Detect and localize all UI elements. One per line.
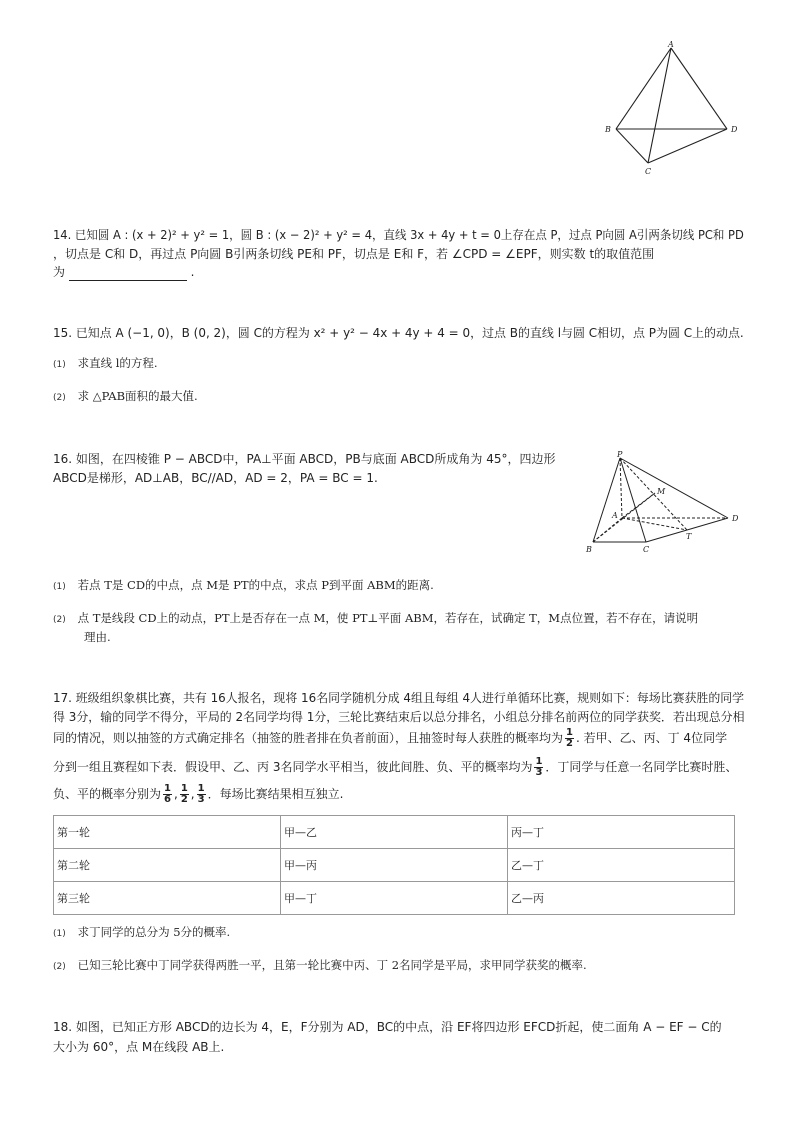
label-A: A xyxy=(612,511,618,520)
label-D: D xyxy=(732,514,739,523)
q15-line1: 15. 已知点 A (−1, 0)，B (0, 2)，圆 C的方程为 x² + y² − 4x + 4y + 4 = 0，过点 B的直线 l与圆 C相切，点 P为圆 C上的动点. xyxy=(53,326,744,340)
fraction-one-third: $\frac{1}{3}$ xyxy=(535,756,543,778)
q15-part2 xyxy=(53,387,198,407)
table-cell: 第一轮 xyxy=(54,816,281,849)
fraction-one-half: $\frac{1}{2}$ xyxy=(566,727,573,749)
part-text: 求丁同学的总分为 5分的概率. xyxy=(77,925,231,939)
fraction-one-sixth: $\frac{1}{6}$ xyxy=(164,783,171,805)
part-number: (2) xyxy=(53,393,66,403)
pyramid-figure xyxy=(580,448,750,560)
q16-line1: 16. 如图，在四棱锥 P − ABCD中，PA⊥平面 ABCD，PB与底面 ABCD所成角为 45°，四边形 xyxy=(53,452,556,466)
label-C: C xyxy=(645,167,652,176)
q16-line2: ABCD是梯形，AD⊥AB，BC//AD，AD = 2，PA = BC = 1. xyxy=(53,471,378,485)
q18-line2: 大小为 60°，点 M在线段 AB上. xyxy=(53,1040,225,1054)
label-B: B xyxy=(586,545,592,554)
part-text: 点 T是线段 CD上的动点，PT上是否存在一点 M，使 PT⊥平面 ABM，若存在，试确定 T，M点位置，若不存在，请说明 xyxy=(77,611,699,625)
q17-line3-a: 同的情况，则以抽签的方式确定排名（抽签的胜者排在负者前面），且抽签时每人获胜的概率均为 xyxy=(53,731,564,745)
schedule-table xyxy=(53,815,735,915)
part-text: 求 △PAB面积的最大值. xyxy=(77,389,198,403)
q16-part2-line2: 理由. xyxy=(84,630,111,644)
part-number: (1) xyxy=(53,582,66,592)
fraction-one-third: $\frac{1}{3}$ xyxy=(197,783,205,805)
q14-prefix: 为 xyxy=(53,265,66,279)
q14-line1: 14. 已知圆 A : (x + 2)² + y² = 1，圆 B : (x − 2)² + y² = 4，直线 3x + 4y + t = 0上存在点 P，过点 P向圆 A引两条切线 PC和 PD xyxy=(53,228,744,242)
label-C: C xyxy=(643,545,650,554)
table-cell: 甲—丙 xyxy=(281,849,508,882)
part-text: 若点 T是 CD的中点，点 M是 PT的中点，求点 P到平面 ABM的距离. xyxy=(77,578,434,592)
q17-line5-a: 负、平的概率分别为 xyxy=(53,787,162,801)
label-B: B xyxy=(605,125,611,134)
q14-suffix: . xyxy=(190,265,195,279)
q16-part2 xyxy=(53,609,698,629)
table-cell: 甲—丁 xyxy=(281,882,508,915)
table-row xyxy=(54,816,735,849)
part-number: (1) xyxy=(53,929,66,939)
part-number: (2) xyxy=(53,615,66,625)
q17-line1: 17. 班级组织象棋比赛，共有 16人报名，现将 16名同学随机分成 4组且每组 4人进行单循环比赛，规则如下：每场比赛获胜的同学 xyxy=(53,691,745,705)
q17-line4 xyxy=(53,757,737,778)
table-cell: 第二轮 xyxy=(54,849,281,882)
part-text: 求直线 l的方程. xyxy=(77,356,158,370)
q16-part1 xyxy=(53,576,434,596)
q17-line3 xyxy=(53,728,727,749)
label-A: A xyxy=(668,40,674,49)
q17-part1 xyxy=(53,923,230,943)
part-number: (2) xyxy=(53,962,66,972)
label-T: T xyxy=(686,532,692,541)
q14-line2: ，切点是 C和 D，再过点 P向圆 B引两条切线 PE和 PF，切点是 E和 F，若 ∠CPD = ∠EPF，则实数 t的取值范围 xyxy=(53,247,655,261)
table-cell: 第三轮 xyxy=(54,882,281,915)
fraction-one-half: $\frac{1}{2}$ xyxy=(180,783,188,805)
q17-part2 xyxy=(53,956,587,976)
q18-line1: 18. 如图，已知正方形 ABCD的边长为 4，E，F分别为 AD，BC的中点，沿 EF将四边形 EFCD折起，使二面角 A − EF − C的 xyxy=(53,1020,722,1034)
table-cell: 乙—丙 xyxy=(508,882,735,915)
q17-line4-a: 分到一组且赛程如下表．假设甲、乙、丙 3名同学水平相当，彼此间胜、负、平的概率均为 xyxy=(53,760,533,774)
table-row xyxy=(54,882,735,915)
table-cell: 乙—丁 xyxy=(508,849,735,882)
q17-line5: 负、平的概率分别为 $\frac{1}{6}$ , $\frac{1}{2}$ , $\frac{1}{3}$ ．每场比赛结果相互独立. xyxy=(53,783,344,805)
table-row xyxy=(54,849,735,882)
label-P: P xyxy=(617,450,623,459)
tetrahedron-figure xyxy=(595,38,745,178)
q17-line3-b: . 若甲、乙、丙、丁 4位同学 xyxy=(575,731,728,745)
answer-blank xyxy=(69,268,187,281)
table-cell: 丙—丁 xyxy=(508,816,735,849)
q17-line4-b: ．丁同学与任意一名同学比赛时胜、 xyxy=(545,760,738,774)
label-D: D xyxy=(731,125,738,134)
q15-part1 xyxy=(53,354,158,374)
q17-line2: 得 3分，输的同学不得分，平局的 2名同学均得 1分，三轮比赛结束后以总分排名，小组总分排名前两位的同学获奖．若出现总分相 xyxy=(53,710,745,724)
q17-line5-b: ．每场比赛结果相互独立. xyxy=(207,787,344,801)
part-text: 已知三轮比赛中丁同学获得两胜一平，且第一轮比赛中丙、丁 2名同学是平局，求甲同学获奖的概率. xyxy=(77,958,587,972)
label-M: M xyxy=(657,487,666,496)
table-cell: 甲—乙 xyxy=(281,816,508,849)
q14-line3 xyxy=(53,263,195,281)
part-number: (1) xyxy=(53,360,66,370)
